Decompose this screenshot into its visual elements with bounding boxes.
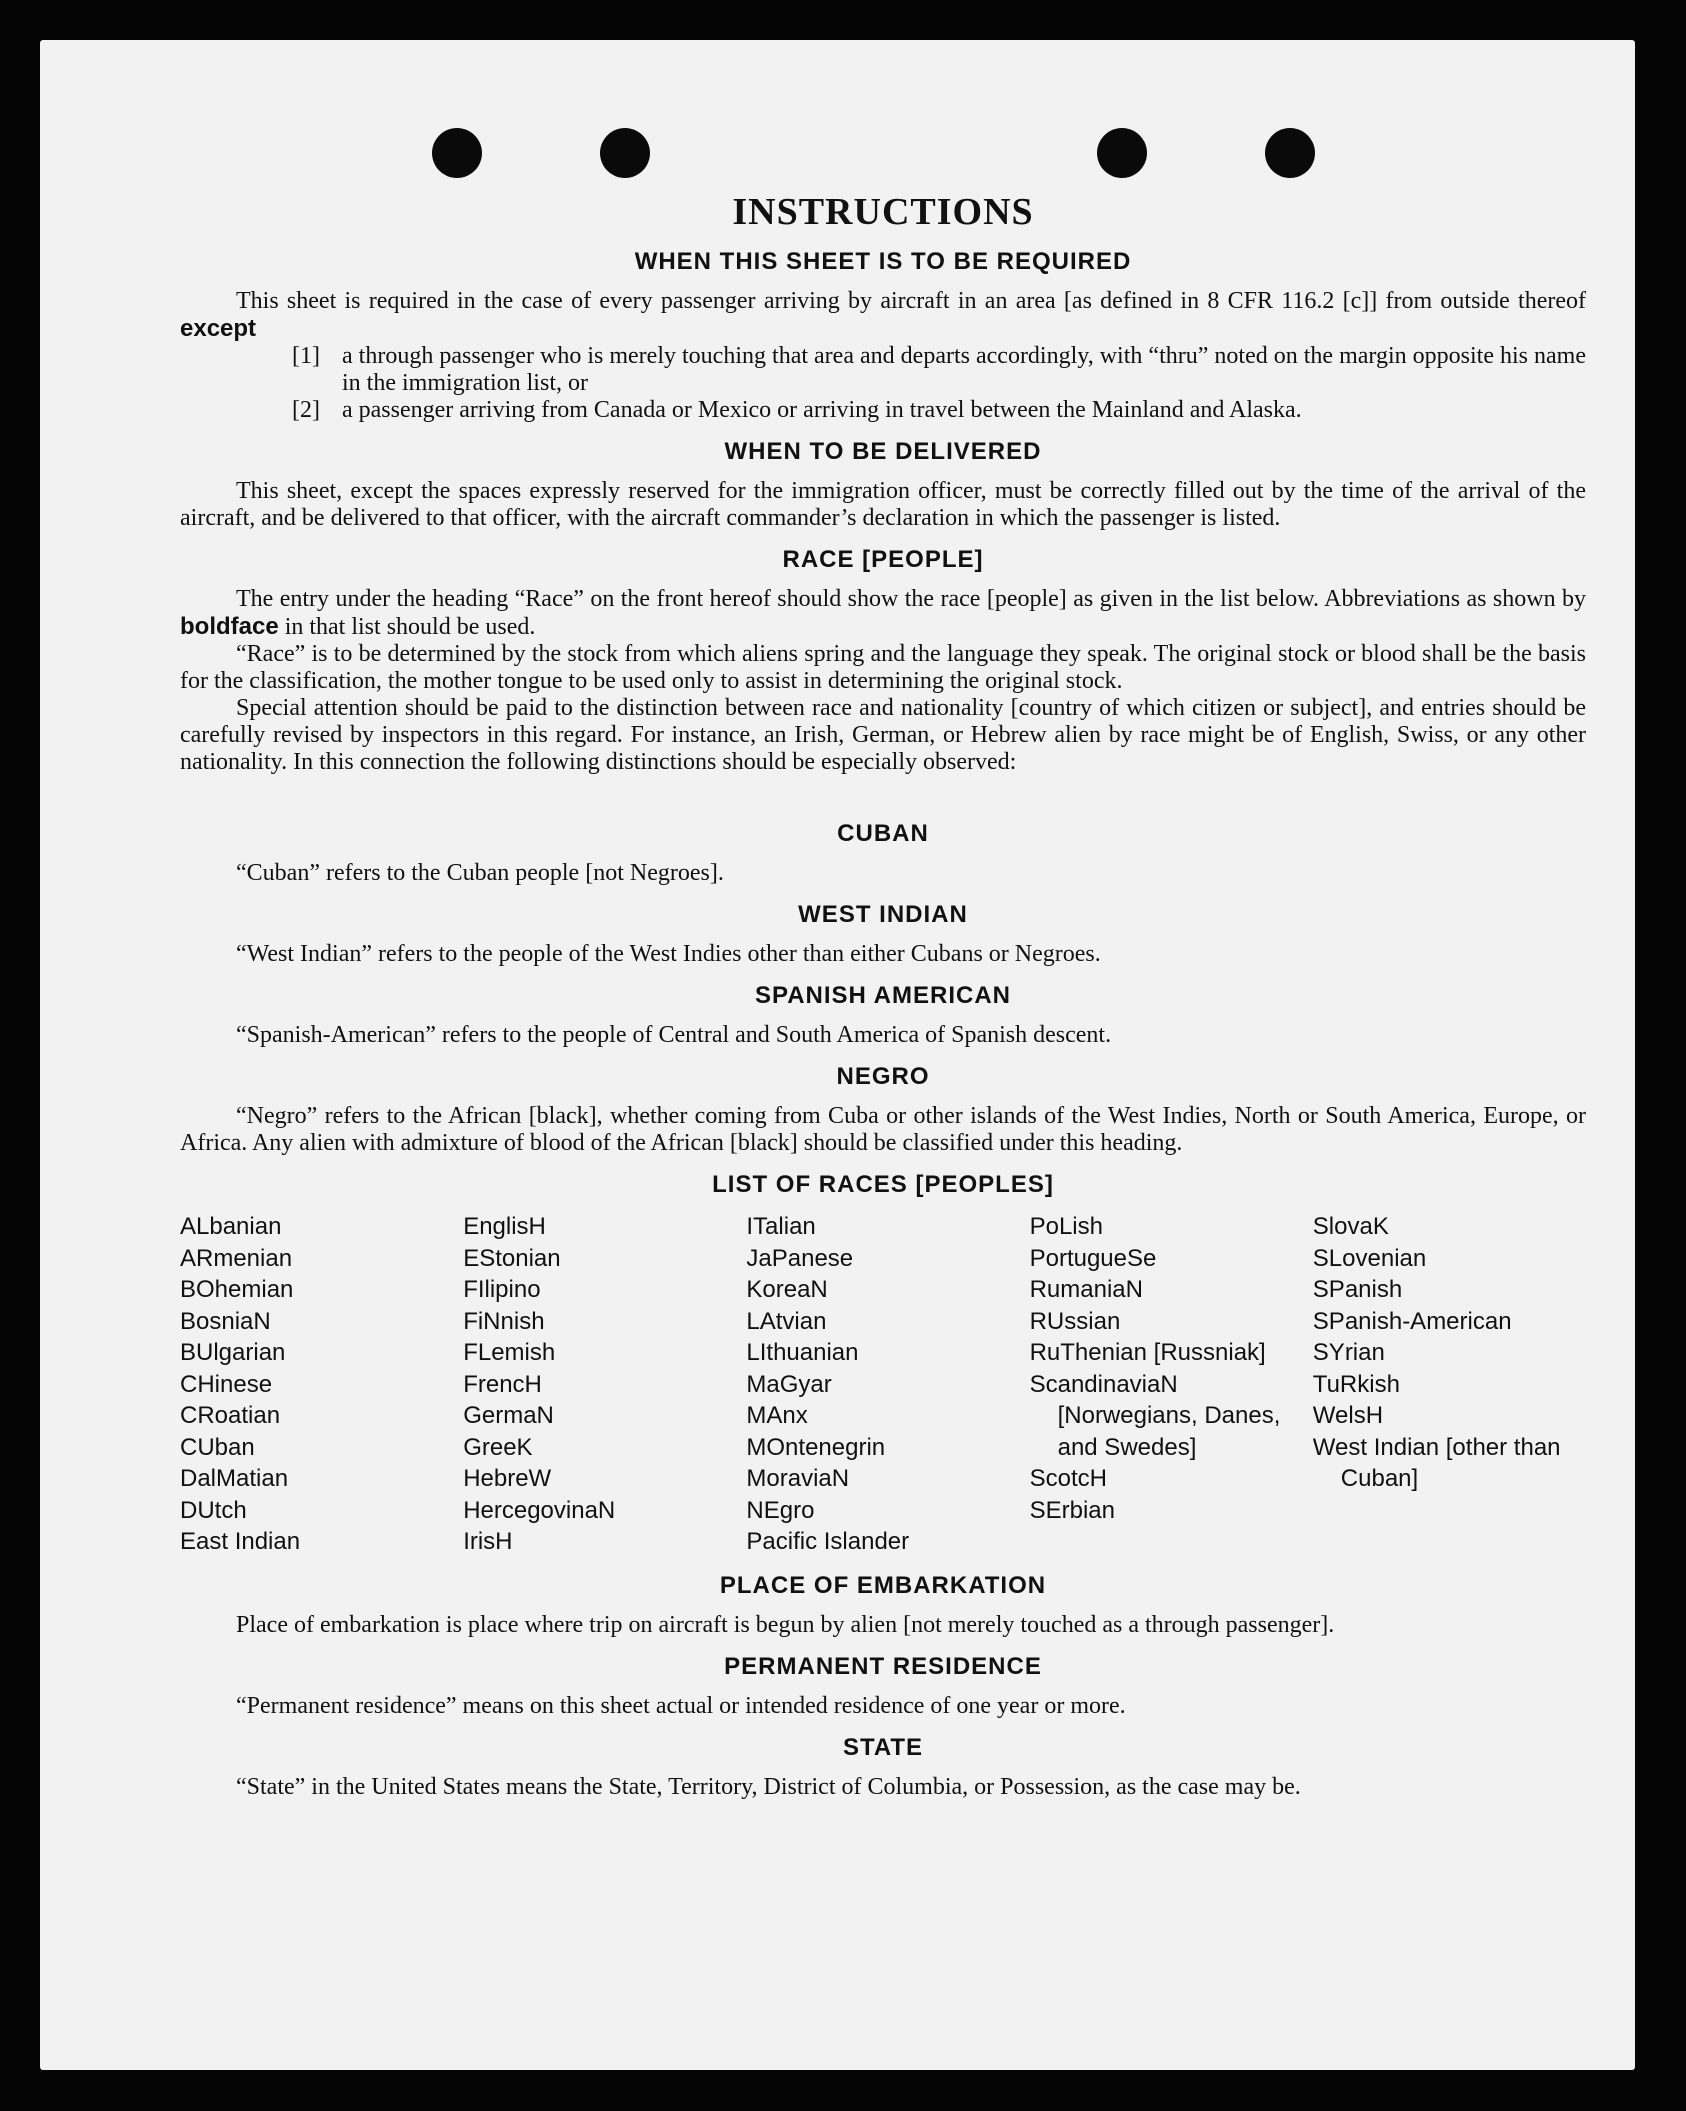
race-entry: LAtvian	[746, 1307, 827, 1335]
races-column-3	[746, 1211, 1019, 1558]
race-entry: BUlgarian	[180, 1339, 286, 1366]
race-entry: MaGyar	[746, 1370, 832, 1398]
heading-when-required: WHEN THIS SHEET IS TO BE REQUIRED	[634, 248, 1132, 275]
race-entry: BosniaN	[180, 1307, 271, 1335]
heading-embarkation: PLACE OF EMBARKATION	[719, 1571, 1047, 1599]
race-entry: WelsH	[1312, 1402, 1384, 1429]
race-entry: RumaniaN	[1029, 1276, 1143, 1303]
permanent-residence-text: “Permanent residence” means on this sheet actual or intended residence of one year or more.	[236, 1692, 1126, 1719]
race-entry: IrisH	[463, 1528, 513, 1555]
cuban-text: “Cuban” refers to the Cuban people [not Negroes].	[236, 860, 724, 886]
race-paragraph-3: Special attention should be paid to the distinction between race and nationality [country of which citizen or subject], and entries should be carefully revised by inspectors in this regard. For instance, an Irish, German, or Hebrew alien by race might be of English, Swiss, or any other nationality. In this connection the following distinctions should be especially observed:	[180, 695, 1586, 775]
race-entry: CRoatian	[180, 1402, 281, 1429]
race-entry: ITalian	[746, 1213, 816, 1240]
race-entry: West Indian [other than Cuban]	[1312, 1433, 1561, 1492]
race-entry: LIthuanian	[746, 1339, 859, 1366]
race-entry: PortugueSe	[1029, 1244, 1157, 1272]
races-column-1	[180, 1211, 453, 1558]
heading-cuban: CUBAN	[837, 820, 929, 847]
race-entry: EnglisH	[463, 1213, 546, 1240]
exception-item-1: [1] a through passenger who is merely touching that area and departs accordingly, with “thru” noted on the margin opposite his name in the immigration list, or	[292, 343, 1586, 396]
race-entry: BOhemian	[180, 1276, 294, 1303]
instructions-content	[180, 190, 1586, 1801]
heading-negro: NEGRO	[836, 1063, 930, 1090]
races-list	[180, 1211, 1586, 1558]
race-entry: GreeK	[463, 1433, 533, 1461]
race-entry: KoreaN	[746, 1276, 828, 1303]
heading-when-delivered: WHEN TO BE DELIVERED	[724, 438, 1042, 465]
race-entry: SlovaK	[1312, 1213, 1389, 1240]
race-entry: NEgro	[746, 1496, 815, 1524]
race-entry: SLovenian	[1312, 1244, 1427, 1272]
race-entry: ScotcH	[1029, 1465, 1107, 1492]
race-entry: ARmenian	[180, 1244, 293, 1272]
race-entry: MOntenegrin	[746, 1433, 886, 1461]
race-entry: East Indian	[180, 1528, 301, 1555]
when-required-intro: This sheet is required in the case of every passenger arriving by aircraft in an area [as defined in 8 CFR 116.2 [c]] from outside thereof except	[180, 288, 1586, 342]
heading-state: STATE	[842, 1733, 924, 1761]
race-entry: HebreW	[463, 1465, 552, 1492]
race-entry: HercegovinaN	[463, 1496, 616, 1524]
race-entry: CHinese	[180, 1370, 273, 1398]
west-indian-text: “West Indian” refers to the people of the West Indies other than either Cubans or Negroes.	[236, 941, 1101, 967]
exception-item-2: [2] a passenger arriving from Canada or Mexico or arriving in travel between the Mainland and Alaska.	[292, 397, 1302, 423]
race-paragraph-2: “Race” is to be determined by the stock from which aliens spring and the language they speak. The original stock or blood shall be the basis for the classification, the mother tongue to be used only to assist in determining the original stock.	[180, 641, 1586, 694]
race-entry: MoraviaN	[746, 1465, 850, 1492]
punch-hole	[1097, 128, 1147, 178]
race-entry: EStonian	[463, 1244, 561, 1272]
embarkation-text: Place of embarkation is place where trip on aircraft is begun by alien [not merely touched as a through passenger].	[236, 1611, 1335, 1638]
state-text: “State” in the United States means the State, Territory, District of Columbia, or Possession, as the case may be.	[236, 1773, 1301, 1800]
race-entry: DalMatian	[180, 1465, 289, 1492]
race-entry: SYrian	[1312, 1339, 1385, 1366]
race-entry: ScandinaviaN [Norwegians, Danes, and Swedes]	[1029, 1370, 1281, 1461]
heading-list-of-races: LIST OF RACES [PEOPLES]	[712, 1171, 1054, 1198]
race-entry: Pacific Islander	[746, 1528, 910, 1555]
punch-hole	[1265, 128, 1315, 178]
when-delivered-text: This sheet, except the spaces expressly reserved for the immigration officer, must be correctly filled out by the time of the arrival of the aircraft, and be delivered to that officer, with the aircraft commander’s declaration in which the passenger is listed.	[180, 478, 1586, 531]
race-entry: CUban	[180, 1433, 255, 1461]
race-entry: FIlipino	[463, 1276, 541, 1303]
race-entry: SPanish-American	[1312, 1307, 1512, 1335]
page-title: INSTRUCTIONS	[732, 191, 1034, 233]
race-entry: GermaN	[463, 1402, 554, 1429]
document-sheet	[40, 40, 1635, 2070]
spanish-american-text: “Spanish-American” refers to the people of Central and South America of Spanish descent.	[236, 1022, 1112, 1048]
races-column-2	[463, 1211, 736, 1558]
race-entry: FrencH	[463, 1370, 542, 1398]
race-entry: JaPanese	[746, 1244, 854, 1272]
race-paragraph-1: The entry under the heading “Race” on the front hereof should show the race [people] as given in the list below. Abbreviations as shown by boldface in that list should be used.	[180, 586, 1586, 640]
race-entry: ALbanian	[180, 1213, 282, 1240]
race-entry: SPanish	[1312, 1276, 1403, 1303]
race-entry: SErbian	[1029, 1496, 1115, 1524]
heading-permanent-residence: PERMANENT RESIDENCE	[724, 1652, 1042, 1680]
heading-west-indian: WEST INDIAN	[798, 901, 968, 928]
race-entry: RUssian	[1029, 1307, 1121, 1335]
punch-hole	[432, 128, 482, 178]
race-entry: PoLish	[1029, 1213, 1103, 1240]
races-column-4	[1030, 1211, 1303, 1558]
heading-spanish-american: SPANISH AMERICAN	[754, 982, 1011, 1009]
race-entry: FLemish	[463, 1339, 556, 1366]
race-entry: DUtch	[180, 1496, 247, 1524]
heading-race: RACE [PEOPLE]	[782, 546, 984, 573]
punch-hole	[600, 128, 650, 178]
race-entry: RuThenian [Russniak]	[1029, 1339, 1266, 1366]
race-entry: FiNnish	[463, 1307, 545, 1335]
race-entry: TuRkish	[1312, 1370, 1400, 1398]
races-column-5	[1313, 1211, 1586, 1558]
negro-text: “Negro” refers to the African [black], whether coming from Cuba or other islands of the West Indies, North or South America, Europe, or Africa. Any alien with admixture of blood of the African [black] should be classified under this heading.	[180, 1103, 1586, 1156]
race-entry: MAnx	[746, 1402, 808, 1429]
